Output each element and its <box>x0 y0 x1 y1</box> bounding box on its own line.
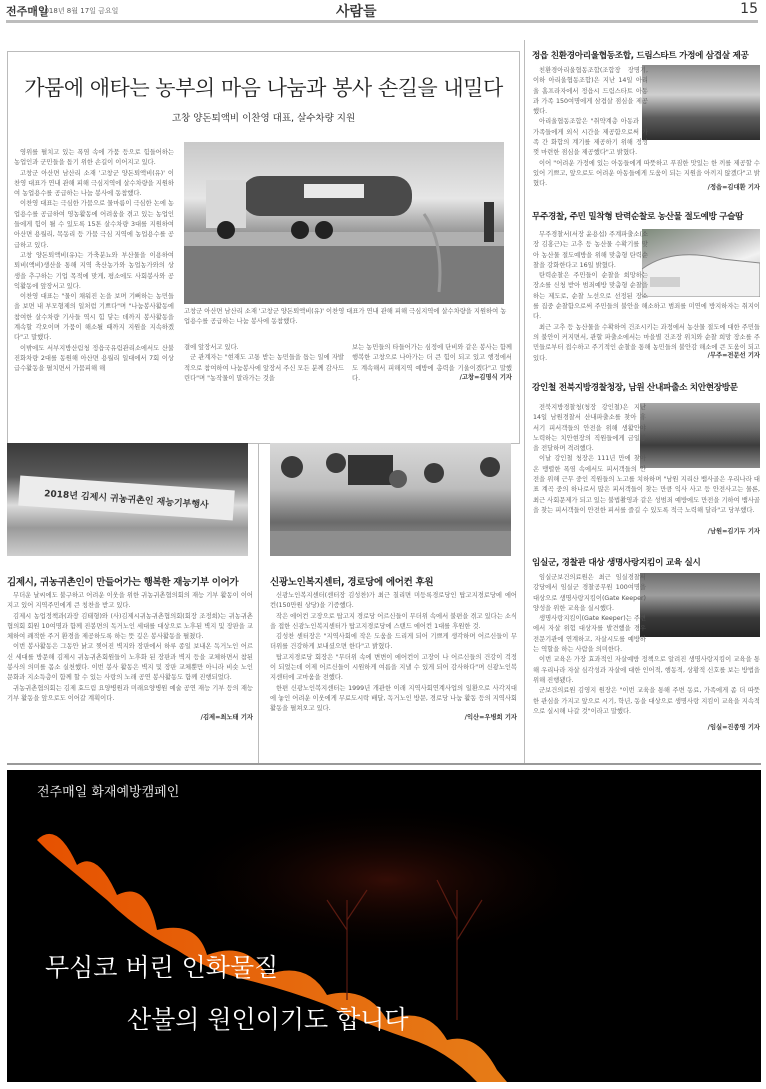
paragraph: 귀농귀촌협의회는 김제 효드림 요양병원과 미래요양병원 예술 공연 재능 기부 등의 재능 기부 활동을 앞으로도 이어갈 계획이다. <box>7 684 253 702</box>
gimje-volunteers-photo <box>7 443 248 556</box>
paragraph: 탑고지경로당 회장은 "무더위 속에 변변이 에어컨이 고장이 나 어르신들의 건강이 걱정이 되었는데 이제 어르신들이 시원하게 여름을 지낼 수 있게 되어 감사하다"며 신광노인복지센터에 고마움을 전했다. <box>270 653 517 682</box>
muju-article-byline: /무주=전문선 기자 <box>707 352 760 359</box>
main-article-col1 <box>14 148 174 438</box>
jeongeup-article-title: 정읍 친환경아리울협동조합, 드림스타트 가정에 삼겹살 제공 <box>532 51 749 61</box>
header-rule <box>6 20 758 23</box>
seniors-sitting-illustration <box>270 443 511 556</box>
newspaper-name: 전주매일 <box>6 5 49 18</box>
imsil-article-byline: /임실=진종영 기자 <box>707 724 760 731</box>
page-number: 15 <box>740 1 758 17</box>
wheel <box>291 221 309 239</box>
paragraph: 최근 고추 등 농산물을 수확하여 건조시키는 과정에서 농산물 절도에 대한 주민들의 불안이 커지면서, 관할 파출소에서는 마을별 건조장 위치와 순찰 희망 장소를 주민들로부터 접수하고 주기적인 순찰을 통해 농민들의 불안감 해소에 큰 도움이 되고 있다. <box>533 323 760 362</box>
imsil-article-body <box>533 573 760 717</box>
kang-article-body <box>533 403 760 516</box>
person-head <box>480 457 500 477</box>
jeongeup-article-byline: /정읍=김대환 기자 <box>707 184 760 191</box>
paragraph: 신광노인복지센터(센터장 김성찬)가 최근 칠리면 미등록경로당인 탑고지경로당에 에어컨(150만원 상당)을 기증했다. <box>270 592 517 610</box>
muju-article-body <box>533 230 760 364</box>
person-head <box>281 456 303 478</box>
volunteer-banner: 2018년 김제시 귀농귀촌인 재능기부행사 <box>18 476 235 521</box>
photo-float-spacer <box>646 573 760 639</box>
tv-screen <box>348 455 393 485</box>
imsil-article-title: 임실군, 경찰관 대상 생명사랑지킴이 교육 실시 <box>532 558 701 568</box>
photo-float-spacer <box>648 230 760 300</box>
paragraph: 김제시 농업정책과(과장 김태형)와 (사)김제시귀농귀촌협의회(회장 조정희)는 귀농귀촌협의회 회원 10여명과 함께 진봉면의 독거노인 세대를 대상으로 노후된 벽지 및 장판을 교체하여 쾌적한 주거 환경을 제공하도록 하는 뜻 깊은 봉사활동을 펼쳤다. <box>7 612 253 641</box>
tanker-truck-illustration <box>184 142 504 304</box>
paragraph: 한편 신광노인복지센터는 1999년 개관한 이래 지역사회연계사업의 일환으로 사각지대에 놓인 어려운 이웃에게 무료도시락 배달, 독거노인 방문, 경로당 나눔 활동 등의 지역사회활동을 펼쳐오고 있다. <box>270 684 518 713</box>
gimje-article-body <box>7 591 253 704</box>
main-photo-caption: 고창군 아산면 남산리 소재 '고창군 양돈퇴액비(유)' 이찬영 대표가 연내 관해 피해 극심지역에 살수차량을 지원하여 농업용수를 공급하는 나눔 봉사에 동참했다. <box>184 308 507 325</box>
paragraph: 아리울협동조합은 "취약계층 아동과 그 가족들에게 외식 시간을 제공함으로써 가족 간 화합의 계기를 제공하기 위해 정성껏 마련한 점심을 제공했다"고 밝혔다. <box>533 118 648 157</box>
grass-field <box>184 242 504 304</box>
photo-float-spacer <box>648 66 760 140</box>
paragraph: 결에 앞장서고 있다. <box>184 344 239 351</box>
paragraph: 이찬영 대표는 극심한 가뭄으로 물마름이 극심한 논에 농업용수를 공급하여 영농활동에 어려움을 겪고 있는 농업인들에게 힘이 될 수 있도록 15톤 살수차량 3대를 지원하여 아산면 용월리, 목동리 등 가뭄 극심 지역에 농업용수를 공급하고 있다. <box>14 200 174 249</box>
paragraph: 작은 에어컨 고장으로 탑고지 경로당 어르신들이 무더위 속에서 불편을 겪고 있다는 소식을 접한 신광노인복지센터가 탑고지경로당에 스탠드 에어컨 1대를 후원한 것. <box>270 612 517 630</box>
section-divider <box>7 763 761 765</box>
paragraph: 고창 양돈퇴액비(유)는 가축분뇨와 부산물을 이용하여 퇴비(액비)생산을 통해 지역 축산농가와 농업농가와의 상생을 추구하는 기업 목적에 맞게, 평소에도 사회봉사와 공익활동에 앞장서고 있다. <box>14 251 174 290</box>
column-divider <box>258 443 259 765</box>
tank-sign <box>304 184 364 198</box>
paragraph: 군보건의료원 김영지 원장은 "이번 교육을 통해 주변 동료, 가족에게 좀 더 따뜻한 관심을 가지고 앞으로 시기, 학년, 동을 대상으로 생명사랑 지킴이 교육을 지속적으로 실시해 나갈 것"이라고 말했다. <box>533 687 760 715</box>
paragraph: 이찬영 대표는 "물이 채워진 논을 보며 기뻐하는 농민들을 보면 내 부모형제의 일처럼 기쁘다"며 "나눔봉사활동에 참여한 살수차량 기사들 역시 힘 닿는 데까지 봉사활동을 계속할 각오이며 가뭄이 해소될 때까지 지원을 지속하겠다"고 말했다. <box>14 293 174 342</box>
paragraph: 김성찬 센터장은 "지역사회에 작은 도움을 드리게 되어 기쁘게 생각하며 어르신들이 무더위를 건강하게 보내셨으면 한다"고 밝혔다. <box>270 633 517 651</box>
singwang-article-body <box>270 591 517 715</box>
paragraph: 무주경찰서(서장 윤용섭) 주계파출소(소장 김홍근)는 고추 등 농산물 수확기를 맞아 농산물 절도예방을 위해 맞춤형 탄력순찰을 강화한다고 16일 밝혔다. <box>533 231 648 269</box>
kang-article-title: 강인철 전북지방경찰청장, 남원 산내파출소 치안현장방문 <box>532 383 738 393</box>
paragraph: 무더운 날씨에도 불구하고 어려운 이웃을 위한 귀농귀촌협의회의 재능 기부 활동이 이어지고 있어 지역주민에게 큰 칭찬을 받고 있다. <box>7 592 253 610</box>
main-article-col2 <box>184 343 344 384</box>
truck-cab <box>206 180 246 228</box>
issue-date: 2018년 8월 17일 금요일 <box>40 7 119 15</box>
wheel <box>315 221 333 239</box>
column-divider <box>524 40 525 765</box>
paragraph: 이밖에도 서부지방산림청 정읍국유림관리소에서도 산불진화차량 2대를 동원해 아산면 용월리 일대에서 7회 이상 급수활동을 펼치면서 가뭄피해 해 <box>14 344 174 373</box>
gimje-article-title: 김제시, 귀농귀촌인이 만들어가는 행복한 재능기부 이어가 <box>7 577 239 588</box>
person-head <box>424 463 444 483</box>
floor <box>270 531 511 556</box>
campaign-title: 전주매일 화재예방캠페인 <box>37 785 180 800</box>
paragraph: 생명사랑지킴이(Gate Keeper)는 주변에서 자살 위험 대상자를 발견했을 경우 전문기관에 연계하고, 자살시도를 예방하는 역할을 하는 사람을 의미한다. <box>533 615 646 654</box>
main-article-title: 가뭄에 애타는 농부의 마음 나눔과 봉사 손길을 내밀다 <box>24 76 503 100</box>
jeongeup-article-body <box>533 66 760 190</box>
person-head <box>389 470 407 488</box>
paragraph: 이번 봉사활동은 그동안 낡고 찢어진 벽지와 장판에서 하루 종일 보내온 독거노인 어르신 세대를 방문해 김제시 귀농귀촌회원들이 노후화 된 장판과 벽지 등을 교체하면서 참된 봉사의 의미를 몸소 실천했다. 이번 봉사 활동은 벽지 및 장판 교체뿐만 아니라 비슷 노인 문화과 지소득층이 함께 할 수 있는 사랑의 노래 공연 봉사활동도 함께 진행되었다. <box>7 643 253 682</box>
singwang-article-title: 신광노인복지센터, 경로당에 에어컨 후원 <box>270 577 434 588</box>
paragraph: 보는 농민들의 타들어가는 심정에 단비와 같은 봉사는 함께 행복한 고창으로 나아가는 더 큰 힘이 되고 있고 행정에서도 계속해서 피해지역 예방에 총력을 기울이겠다"고 말했다. <box>352 344 512 382</box>
section-title: 사람들 <box>336 4 377 20</box>
paragraph: 전북지방경찰청(청장 강인철)은 지난 14일 남원경찰서 산내파출소를 찾아 휴서기 피서객들의 안전을 위해 생활안야 노력하는 치안현장의 직원들에게 금일봉을 전달하며 격려했다. <box>533 404 646 453</box>
gimje-article-byline: /김제=최노태 기자 <box>200 714 253 721</box>
paragraph: 고창군 아산면 남산리 소재 '고창군 양돈퇴액비(유)' 이찬영 대표가 연내 관해 피해 극심지역에 살수차량을 지원하여 농업용수를 공급하는 나눔 봉사에 동참했다. <box>14 169 174 198</box>
tanker-truck-photo <box>184 142 504 304</box>
smoke-glow <box>167 800 607 960</box>
person-head <box>326 453 346 473</box>
ad-slogan-line2: 산불의 원인이기도 합니다 <box>127 1005 409 1034</box>
muju-article-title: 무주경찰, 주민 밀착형 탄력순찰로 농산물 절도예방 구슬땀 <box>532 212 744 222</box>
wheel <box>217 221 235 239</box>
paragraph: 이날 강인철 청장은 111년 만에 찾아온 맹렬한 폭염 속에서도 피서객들의 안전을 위해 근무 중인 직원들의 노고를 치하하며 "남원 지리산 뱀사골은 우리나라 대표 계곡 중의 하나로서 많은 피서객들이 찾는 만큼 익사 사고 등 안전사고는 물론, 최근 사회문제가 되고 있는 불법촬영과 같은 성범죄 예방에도 만전을 기하여 뱀사골을 찾는 피서객들이 안전한 피서를 즐길 수 있도록 적극 노력해 달라"고 당부했다. <box>533 455 760 514</box>
main-article-byline: /고창=김명식 기자 <box>459 374 512 381</box>
singwang-article-byline: /익산=우병희 기자 <box>464 714 517 721</box>
paragraph: 이어 "어려운 가정에 있는 아동들에게 따뜻하고 푸짐한 맛있는 한 끼를 제공할 수 있어 기쁘고, 앞으로도 어려운 아동들에게 도움이 되는 지원을 아끼지 않겠다"고 밝혔다. <box>533 159 760 188</box>
farmer-figure <box>484 202 494 242</box>
paragraph: 탄력순찰은 주민들이 순찰을 희망하는 장소를 신청 받아 범죄예방 맞춤형 순찰을 하는 제도로, 순찰 노선으로 선정된 장소를 집중 순찰함으로써 주민들의 불안을 해소하고 범죄를 미연에 방지하자는 취지이다. <box>533 272 760 321</box>
paragraph: 이번 교육은 가장 효과적인 자살예방 정책으로 알려진 생명사랑지킴이 교육을 통해 우리나라 자살 심각성과 자살에 대한 인어적, 행동적, 상황적 신호를 보는 방법을 위해 진행됐다. <box>533 656 760 684</box>
fire-prevention-ad <box>7 770 761 1082</box>
ad-slogan-line1: 무심코 버린 인화물질 <box>45 953 279 982</box>
singwang-seniors-photo <box>270 443 511 556</box>
paragraph: 군 관계자는 "현재도 고통 받는 농민들을 돕는 일에 자발적으로 참여하여 나눔봉사에 앞장서 주신 모든 분께 감사드린다"며 "농작물이 말라가는 것을 <box>184 354 344 382</box>
main-article-subtitle: 고창 양돈퇴액비 이찬영 대표, 살수차량 지원 <box>171 113 356 124</box>
paragraph: 영위를 펼치고 있는 폭염 속에 가뭄 등으로 힘들어하는 농업인과 군민들을 돕기 위한 손길이 이어지고 있다. <box>14 149 174 167</box>
paragraph: 임실군보건의료원은 최근 임실경찰서 강당에서 임실군 경찰공무원 100여명을 대상으로 생명사랑지킴이(Gate Keeper) 양성을 위한 교육을 실시했다. <box>533 574 646 612</box>
photo-float-spacer <box>646 403 760 473</box>
kang-article-byline: /남원=김기두 기자 <box>707 528 760 535</box>
paragraph: 친환경아리울협동조합(조합장 장명기, 이하 아리울협동조합)은 지난 14일 아리울 홈프라자에서 정읍시 드림스타트 아동과 가족 150여명에게 삼겹살 점심을 제공했다. <box>533 67 648 116</box>
